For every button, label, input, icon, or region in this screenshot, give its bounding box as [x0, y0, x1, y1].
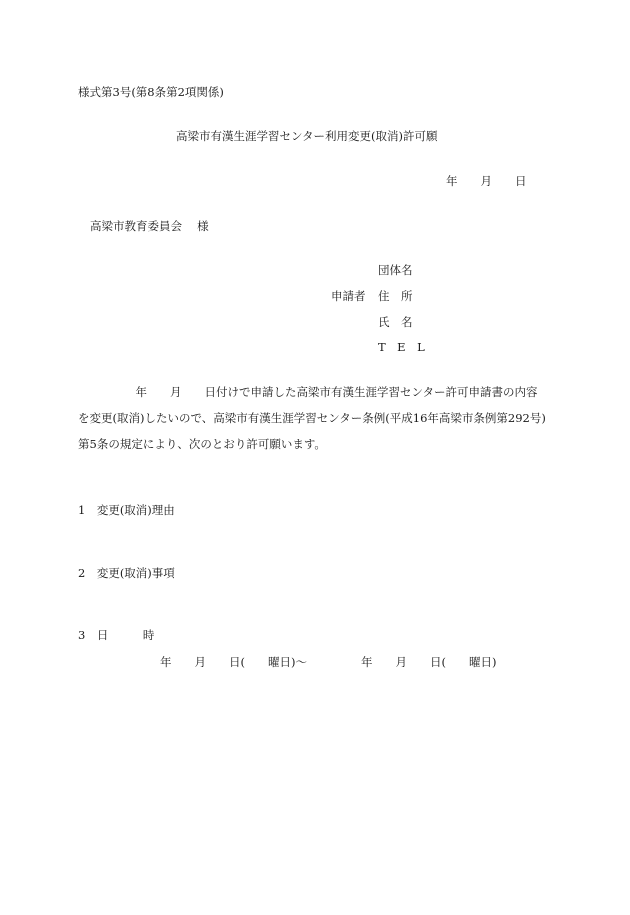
item-date-time: 3 日 時	[78, 628, 155, 642]
group-name-label: 団体名	[378, 263, 413, 277]
addressee: 高梁市教育委員会 様	[90, 219, 209, 233]
name-label: 氏 名	[378, 315, 413, 329]
address-label: 住 所	[378, 289, 413, 303]
item-change-details: 2 変更(取消)事項	[78, 566, 175, 580]
tel-label: T E L	[378, 340, 425, 354]
schedule-from: 年 月 日( 曜日)～	[160, 655, 307, 669]
document-title: 高梁市有漢生涯学習センター利用変更(取消)許可願	[176, 129, 438, 143]
item-change-reason: 1 変更(取消)理由	[78, 503, 175, 517]
body-paragraph	[78, 383, 558, 461]
body-line: 年 月 日付けで申請した高梁市有漢生涯学習センター許可申請書の内容	[78, 385, 538, 399]
applicant-label: 申請者	[331, 289, 366, 303]
body-line: を変更(取消)したいので、高梁市有漢生涯学習センター条例(平成16年高梁市条例第292号)	[78, 411, 546, 425]
form-number: 様式第3号(第8条第2項関係)	[78, 85, 224, 99]
date-line: 年 月 日	[446, 174, 527, 188]
schedule-to: 年 月 日( 曜日)	[361, 655, 497, 669]
body-line: 第5条の規定により、次のとおり許可願います。	[78, 437, 326, 451]
